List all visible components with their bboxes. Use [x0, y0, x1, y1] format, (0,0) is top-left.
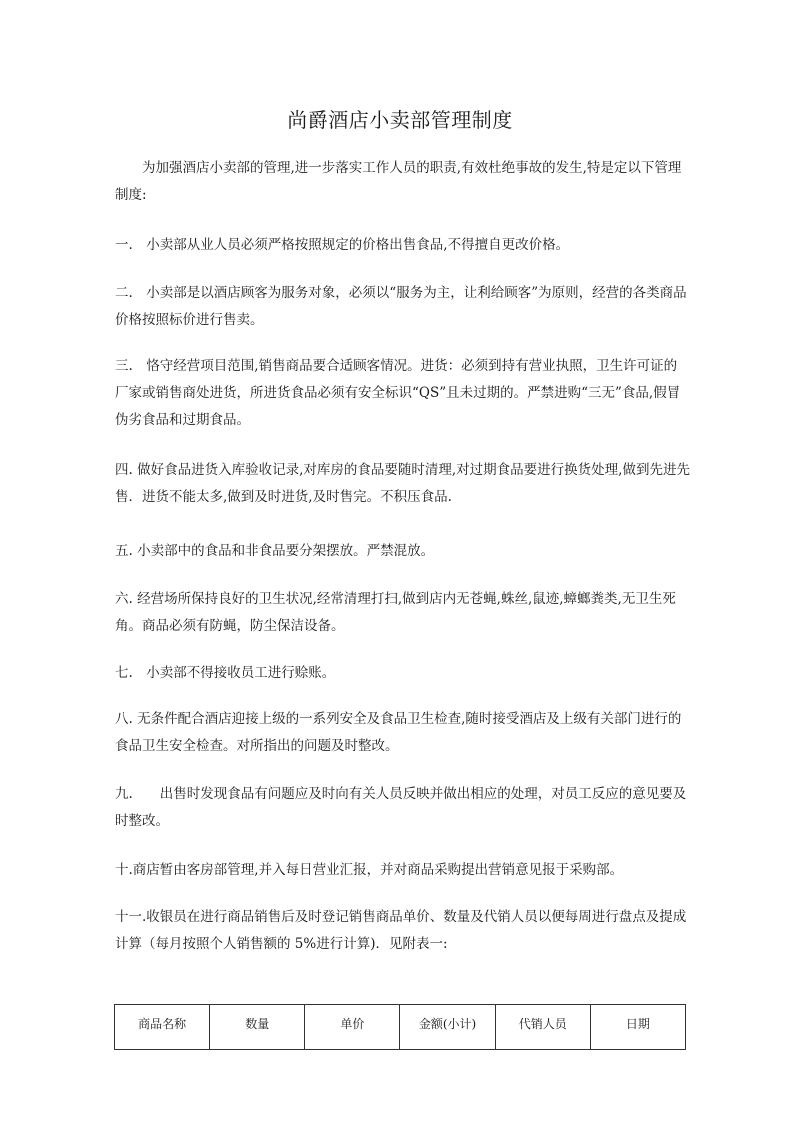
rule-8: 八. 无条件配合酒店迎接上级的一系列安全及食品卫生检查,随时接受酒店及上级有关部门进行的食品卫生安全检查。对所指出的问题及时整改。 — [115, 711, 682, 754]
table-header-row — [115, 1005, 686, 1050]
col-product-name: 商品名称 — [115, 1005, 210, 1050]
sales-record-table — [114, 1004, 686, 1050]
col-unit-price: 单价 — [305, 1005, 400, 1050]
rule-5: 五. 小卖部中的食品和非食品要分架摆放。严禁混放。 — [115, 543, 435, 559]
col-quantity: 数量 — [210, 1005, 305, 1050]
rule-4: 四. 做好食品进货入库验收记录,对库房的食品要随时清理,对过期食品要进行换货处理,做到先进先售．进货不能太多,做到及时进货,及时售完。不积压食品. — [115, 462, 690, 505]
col-sales-agent: 代销人员 — [495, 1005, 590, 1050]
rule-7: 七. 小卖部不得接收员工进行赊账。 — [115, 665, 336, 681]
rule-1: 一. 小卖部从业人员必须严格按照规定的价格出售食品,不得擅自更改价格。 — [115, 237, 570, 253]
rule-11: 十一.收银员在进行商品销售后及时登记销售商品单价、数量及代销人员以便每周进行盘点及提成计算（每月按照个人销售额的 5%进行计算)．见附表一: — [115, 909, 687, 952]
rule-9: 九. 出售时发现食品有问题应及时向有关人员反映并做出相应的处理，对员工反应的意见要及时整改。 — [115, 786, 687, 829]
rule-6: 六. 经营场所保持良好的卫生状况,经常清理打扫,做到店内无苍蝇,蛛丝,鼠迹,蟑螂粪类,无卫生死角。商品必须有防蝇，防尘保洁设备。 — [115, 591, 676, 634]
rule-2: 二. 小卖部是以酒店顾客为服务对象，必须以“服务为主，让利给顾客”为原则，经营的各类商品价格按照标价进行售卖。 — [115, 285, 687, 328]
intro-paragraph: 为加强酒店小卖部的管理,进一步落实工作人员的职责,有效杜绝事故的发生,特是定以下管理制度: — [115, 160, 682, 203]
rule-10: 十.商店暂由客房部管理,并入每日营业汇报，并对商品采购提出营销意见报于采购部。 — [115, 862, 624, 878]
page-title: 尚爵酒店小卖部管理制度 — [287, 108, 513, 132]
col-amount-subtotal: 金额(小计) — [400, 1005, 495, 1050]
rule-3: 三. 恪守经营项目范围,销售商品要合适顾客情况。进货：必须到持有营业执照，卫生许可证的厂家或销售商处进货，所进货食品必须有安全标识“QS”且未过期的。严禁进购“三无”食品,假冒伪劣食品和过期食品。 — [115, 358, 681, 428]
col-date: 日期 — [590, 1005, 685, 1050]
